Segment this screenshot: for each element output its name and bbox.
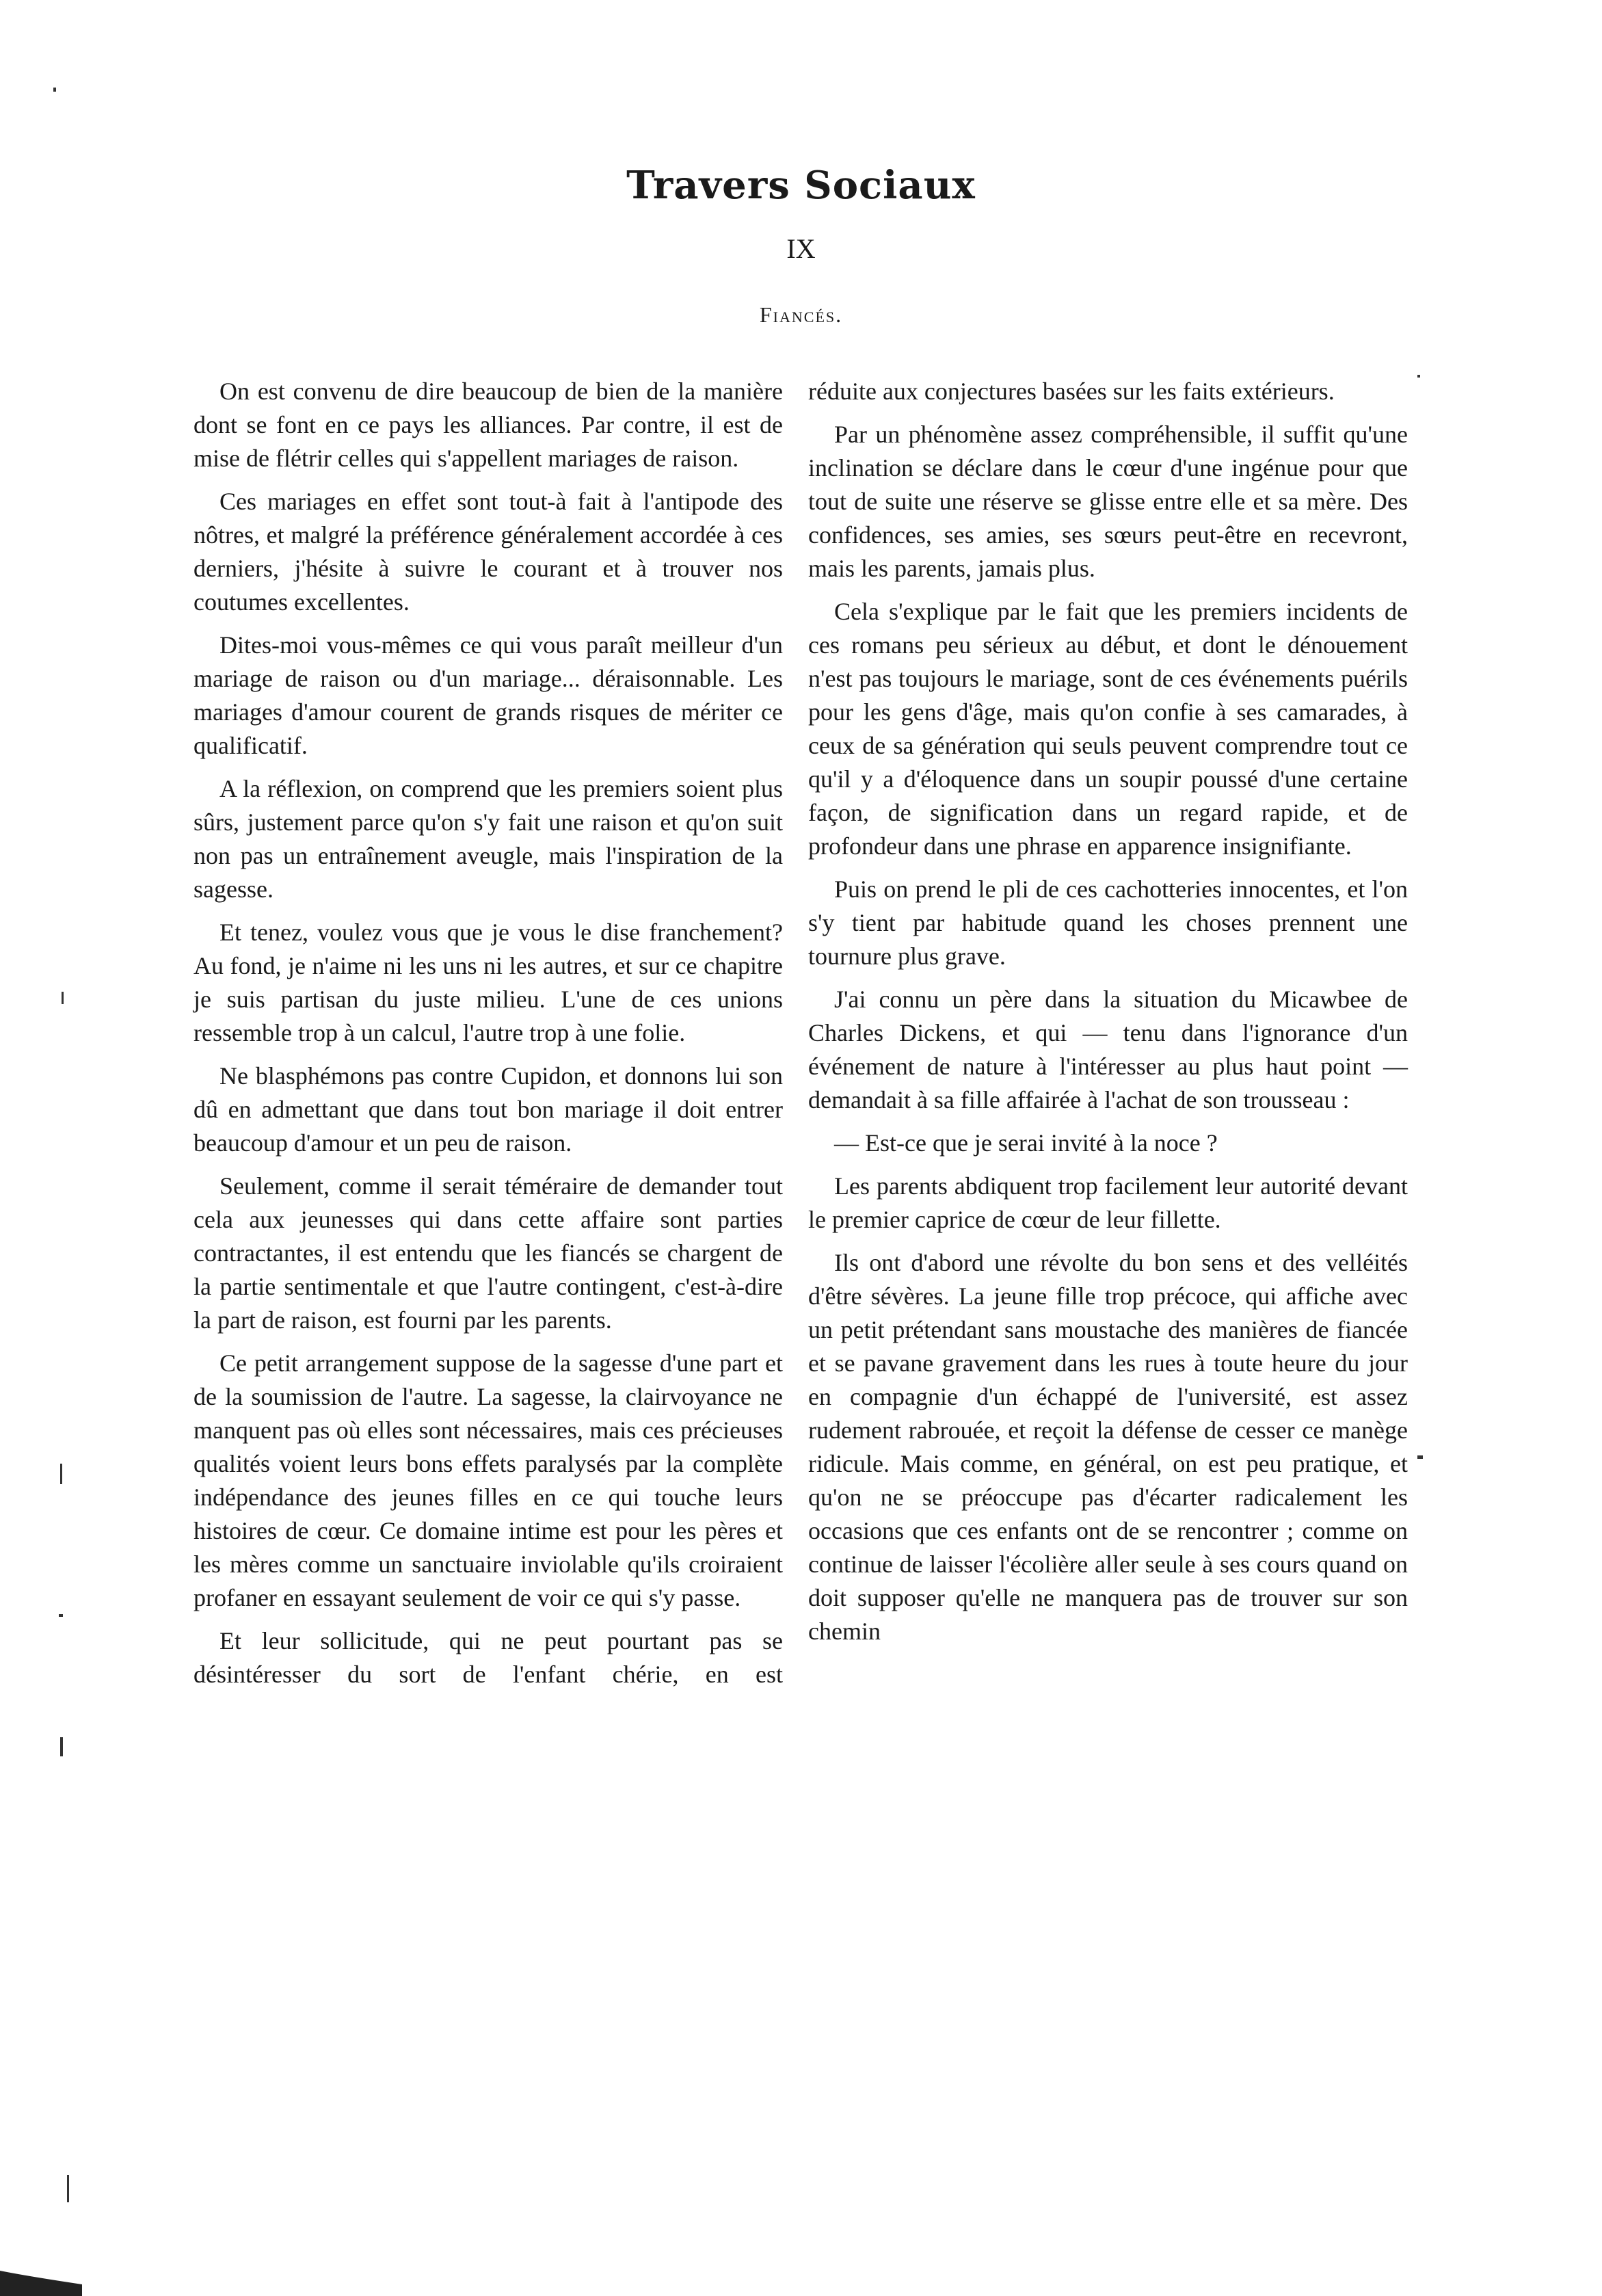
- margin-speck: [59, 1614, 63, 1617]
- margin-speck: [67, 2175, 69, 2202]
- paragraph: Par un phénomène assez compréhensible, il suffit qu'une inclination se déclare dans le cœur d'une ingénue pour que tout de suite une réserve se glisse entre elle et sa mère. Des confidences, ses amies, ses sœurs peut-être en recevront, mais les parents, jamais plus.: [808, 421, 1408, 582]
- paragraph: Cela s'explique par le fait que les premiers incidents de ces romans peu sérieux au début, et dont le dénouement n'est pas toujours le mariage, sont de ces événements puérils pour les gens d'âge, mais qu'on confie à ses camarades, à ceux de sa génération qui seuls peuvent comprendre tout ce qu'il y a d'éloquence dans un soupir poussé d'une certaine façon, de signification dans un regard rapide, et de profondeur dans une phrase en apparence insignifiante.: [808, 598, 1408, 860]
- paragraph: Et tenez, voulez vous que je vous le dise franchement? Au fond, je n'aime ni les uns ni les autres, et sur ce chapitre je suis partisan du juste milieu. L'une de ces unions ressemble trop à un calcul, l'autre trop à une folie.: [193, 919, 783, 1046]
- right-column: [808, 375, 1408, 1658]
- left-column: [193, 375, 783, 1701]
- paragraph: Dites-moi vous-mêmes ce qui vous paraît meilleur d'un mariage de raison ou d'un mariage... déraisonnable. Les mariages d'amour courent de grands risques de mériter ce qualificatif.: [193, 631, 783, 759]
- paragraph: Ils ont d'abord une révolte du bon sens et des velléités d'être sévères. La jeune fille trop précoce, qui affiche avec un petit prétendant sans moustache des manières de fiancée et se pavane gravement dans les rues à toute heure du jour en compagnie d'un échappé de l'université, est assez rudement rabrouée, et reçoit la défense de cesser ce manège ridicule. Mais comme, en général, on est peu pratique, et qu'on ne se préoccupe pas d'écarter radicalement les occasions que ces enfants ont de se rencontrer ; comme on continue de laisser l'écolière aller seule à ses cours quand on doit supposer qu'elle ne manquera pas de trouver sur son chemin: [808, 1249, 1408, 1645]
- paragraph: Ne blasphémons pas contre Cupidon, et donnons lui son dû en admettant que dans tout bon mariage il doit entrer beaucoup d'amour et un peu de raison.: [193, 1062, 783, 1157]
- paragraph: Puis on prend le pli de ces cachotteries innocentes, et l'on s'y tient par habitude quand les choses prennent une tournure plus grave.: [808, 875, 1408, 970]
- margin-speck: [1417, 375, 1420, 378]
- paragraph: J'ai connu un père dans la situation du Micawbee de Charles Dickens, et qui — tenu dans l'ignorance d'un événement de nature à l'intéresser au plus haut point — demandait à sa fille affairée à l'achat de son trousseau :: [808, 986, 1408, 1113]
- paragraph: Les parents abdiquent trop facilement leur autorité devant le premier caprice de cœur de leur fillette.: [808, 1172, 1408, 1233]
- section-subtitle: Fiancés.: [759, 302, 843, 327]
- paragraph: Seulement, comme il serait téméraire de demander tout cela aux jeunesses qui dans cette affaire sont parties contractantes, il est entendu que les fiancés se chargent de la partie sentimentale et que l'autre contingent, c'est-à-dire la part de raison, est fourni par les parents.: [193, 1172, 783, 1334]
- margin-speck: [60, 1737, 63, 1756]
- page-edge-shadow: [0, 2257, 82, 2296]
- margin-speck: [60, 1464, 62, 1484]
- margin-speck: [53, 88, 56, 92]
- margin-speck: [1417, 1455, 1423, 1459]
- margin-speck: [62, 992, 64, 1004]
- paragraph: On est convenu de dire beaucoup de bien de la manière dont se font en ce pays les alliances. Par contre, il est de mise de flétrir celles qui s'appellent mariages de raison.: [193, 378, 783, 472]
- paragraph: A la réflexion, on comprend que les premiers soient plus sûrs, justement parce qu'on s'y fait une raison et qu'on suit non pas un entraînement aveugle, mais l'inspiration de la sagesse.: [193, 775, 783, 903]
- dialogue-line: — Est-ce que je serai invité à la noce ?: [834, 1129, 1218, 1157]
- paragraph: Ce petit arrangement suppose de la sagesse d'une part et de la soumission de l'autre. La sagesse, la clairvoyance ne manquent pas où elles sont nécessaires, mais ces précieuses qualités voient leurs bons effets paralysés par la complète indépendance des jeunes filles en ce qui touche leurs histoires de cœur. Ce domaine intime est pour les pères et les mères comme un sanctuaire inviolable qu'ils croiraient profaner en essayant seulement de voir ce qui s'y passe.: [193, 1349, 783, 1611]
- article-title: Travers Sociaux: [626, 163, 976, 208]
- paragraph: réduite aux conjectures basées sur les faits extérieurs.: [808, 378, 1335, 405]
- paragraph: Et leur sollicitude, qui ne peut pourtant pas se désintéresser du sort de l'enfant chérie, en est: [193, 1627, 783, 1688]
- chapter-number: IX: [786, 233, 816, 264]
- paragraph: Ces mariages en effet sont tout-à fait à l'antipode des nôtres, et malgré la préférence généralement accordée à ces derniers, j'hésite à suivre le courant et à trouver nos coutumes excellentes.: [193, 488, 783, 616]
